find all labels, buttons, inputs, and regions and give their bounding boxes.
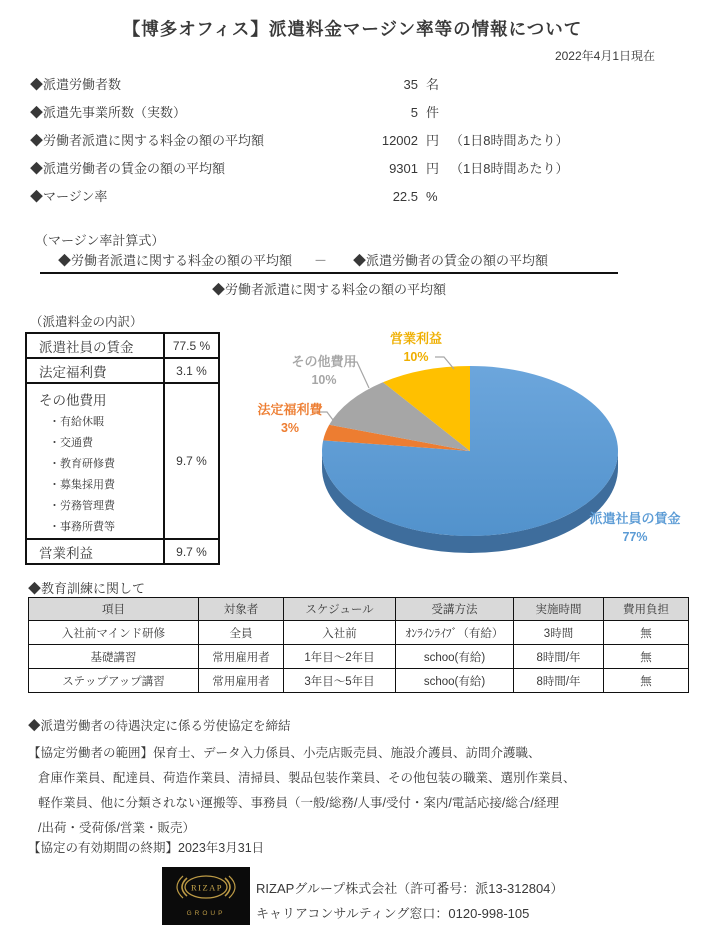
agreement-scope-line: 軽作業員、他に分類されない運搬等、事務員（一般/総務/人事/受付・案内/電話応接/総合/経理: [38, 796, 559, 810]
breakdown-label: 派遣社員の賃金: [26, 333, 164, 358]
summary-row: [30, 186, 670, 208]
table-cell: 基礎講習: [29, 645, 199, 669]
company-line: キャリアコンサルティング窓口：0120-998-105: [256, 906, 530, 921]
logo-graphic: [162, 867, 250, 925]
table-cell: schoo(有給): [396, 669, 514, 693]
summary-row: [30, 158, 670, 180]
pie-chart: [250, 315, 705, 580]
table-cell: 1年目～2年目: [284, 645, 396, 669]
other-costs-title: その他費用: [39, 393, 107, 408]
table-row: [29, 621, 689, 645]
training-heading: ◆教育訓練に関して: [28, 581, 146, 596]
pie-label-percent: 10%: [403, 350, 429, 364]
agreement-heading: ◆派遣労働者の待遇決定に係る労使協定を締結: [28, 719, 291, 733]
table-row: [29, 669, 689, 693]
breakdown-label: 営業利益: [26, 539, 164, 564]
pie-label-welfare: [250, 400, 330, 438]
breakdown-value: 9.7 %: [164, 539, 219, 564]
summary-value: 35: [403, 77, 418, 92]
table-cell: 常用雇用者: [199, 669, 284, 693]
formula-numerator: [58, 250, 618, 269]
summary-row: [30, 74, 670, 96]
summary-label: ◆労働者派遣に関する料金の額の平均額: [30, 133, 265, 148]
summary-value: 22.5: [392, 189, 418, 204]
summary-row: [30, 102, 670, 124]
agreement-scope: [28, 741, 678, 841]
page-title: 【博多オフィス】派遣料金マージン率等の情報について: [122, 19, 583, 39]
table-row: [29, 645, 689, 669]
summary-unit: 件: [426, 105, 440, 120]
pie-label-operating-profit: [368, 329, 464, 367]
breakdown-label-other-costs: [26, 383, 164, 539]
summary-unit: %: [426, 189, 438, 204]
rizap-group-logo: [162, 867, 250, 925]
table-cell: 無: [604, 621, 689, 645]
summary-value: 5: [410, 105, 418, 120]
table-cell: schoo(有給): [396, 645, 514, 669]
summary-unit: 円: [426, 133, 440, 148]
pie-label-other-costs: [280, 352, 368, 390]
list-item: ・教育研修費: [49, 458, 115, 470]
logo-wordmark: RIZAP: [190, 882, 224, 893]
agreement-expiry: 【協定の有効期間の終期】2023年3月31日: [28, 841, 265, 855]
other-costs-sublist: [39, 412, 163, 538]
logo-subtext: GROUP: [186, 910, 226, 917]
formula-denominator: ◆労働者派遣に関する料金の額の平均額: [211, 282, 446, 297]
summary-note: （1日8時間あたり）: [450, 133, 569, 148]
minus-sign: －: [314, 253, 328, 268]
pie-label-wages: [568, 509, 702, 547]
company-info: [256, 876, 563, 926]
list-item: ・労務管理費: [49, 500, 115, 512]
summary-label: ◆派遣労働者の賃金の額の平均額: [30, 161, 226, 176]
table-cell: 無: [604, 669, 689, 693]
breakdown-heading: （派遣料金の内訳）: [30, 315, 143, 329]
table-cell: 3時間: [514, 621, 604, 645]
breakdown-value: 77.5 %: [164, 333, 219, 358]
table-row: [26, 539, 219, 564]
pie-label-text: その他費用: [291, 354, 357, 369]
formula-numerator-right: ◆派遣労働者の賃金の額の平均額: [353, 253, 549, 268]
pie-label-percent: 77%: [622, 530, 648, 544]
table-cell: 無: [604, 645, 689, 669]
summary-label: ◆派遣先事業所数（実数）: [30, 105, 187, 120]
table-cell: 入社前マインド研修: [29, 621, 199, 645]
list-item: ・有給休暇: [49, 416, 104, 428]
agreement-scope-line: 【協定労働者の範囲】保育士、データ入力係員、小売店販売員、施設介護員、訪問介護職、: [28, 746, 541, 760]
table-cell: 8時間/年: [514, 645, 604, 669]
training-table: [28, 597, 689, 693]
table-cell: ｵﾝﾗｲﾝﾗｲﾌﾞ（有給）: [396, 621, 514, 645]
breakdown-value: 9.7 %: [164, 383, 219, 539]
agreement-scope-line: /出荷・受荷係/営業・販売）: [38, 821, 195, 835]
table-header-row: [29, 598, 689, 621]
pie-label-percent: 10%: [311, 373, 337, 387]
as-of-date: 2022年4月1日現在: [554, 49, 655, 63]
fraction-divider-line: [40, 272, 618, 274]
list-item: ・交通費: [49, 437, 93, 449]
agreement-scope-line: 倉庫作業員、配達員、荷造作業員、清掃員、製品包装作業員、その他包装の職業、選別作業員、: [38, 771, 576, 785]
column-header: 対象者: [199, 598, 284, 621]
table-cell: ステップアップ講習: [29, 669, 199, 693]
column-header: 費用負担: [604, 598, 689, 621]
table-cell: 全員: [199, 621, 284, 645]
summary-value: 12002: [381, 133, 418, 148]
pie-label-text: 派遣社員の賃金: [589, 511, 681, 526]
breakdown-label: 法定福利費: [26, 358, 164, 383]
pie-label-percent: 3%: [280, 421, 300, 435]
summary-unit: 円: [426, 161, 440, 176]
list-item: ・募集採用費: [49, 479, 115, 491]
table-row: [26, 383, 219, 539]
table-cell: 3年目～5年目: [284, 669, 396, 693]
formula-heading: （マージン率計算式）: [35, 233, 165, 248]
pie-label-text: 営業利益: [389, 331, 442, 346]
pie-label-text: 法定福利費: [257, 402, 323, 417]
column-header: 実施時間: [514, 598, 604, 621]
column-header: 受講方法: [396, 598, 514, 621]
company-line: RIZAPグループ株式会社（許可番号：派13-312804）: [256, 881, 564, 896]
table-row: [26, 358, 219, 383]
breakdown-table: [25, 332, 220, 565]
column-header: 項目: [29, 598, 199, 621]
column-header: スケジュール: [284, 598, 396, 621]
summary-label: ◆派遣労働者数: [30, 77, 122, 92]
table-cell: 入社前: [284, 621, 396, 645]
breakdown-value: 3.1 %: [164, 358, 219, 383]
summary-value: 9301: [389, 161, 418, 176]
formula-numerator-left: ◆労働者派遣に関する料金の額の平均額: [58, 253, 293, 268]
summary-note: （1日8時間あたり）: [450, 161, 569, 176]
summary-row: [30, 130, 670, 152]
table-cell: 8時間/年: [514, 669, 604, 693]
summary-label: ◆マージン率: [30, 189, 108, 204]
table-row: [26, 333, 219, 358]
table-cell: 常用雇用者: [199, 645, 284, 669]
list-item: ・事務所費等: [49, 521, 115, 533]
summary-unit: 名: [426, 77, 440, 92]
